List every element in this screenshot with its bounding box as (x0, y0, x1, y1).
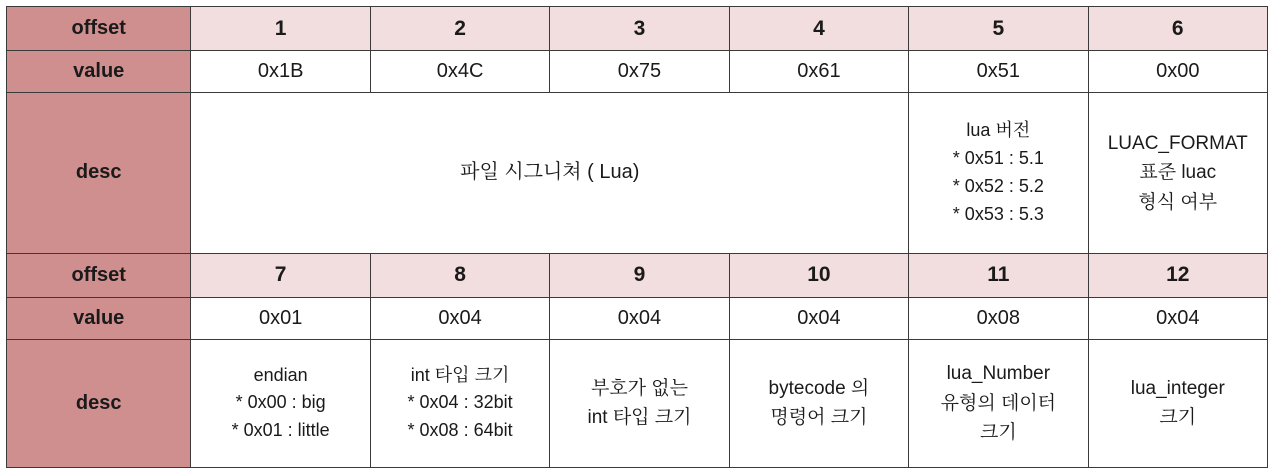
value-cell-6: 0x00 (1088, 51, 1267, 93)
offset-header-7: 7 (191, 253, 370, 297)
desc-cell-instruction-size (729, 339, 908, 467)
value-cell-5: 0x51 (909, 51, 1088, 93)
desc-line: 표준 luac (1139, 162, 1217, 184)
value-cell-12: 0x04 (1088, 297, 1267, 339)
desc-line: 크기 (979, 422, 1017, 444)
desc-line: bytecode 의 (768, 377, 870, 399)
table-row-desc-1 (7, 93, 1268, 253)
desc-line: lua_Number (946, 363, 1051, 385)
desc-line: * 0x52 : 5.2 (952, 175, 1044, 196)
offset-header-12: 12 (1088, 253, 1267, 297)
table-row-value-2 (7, 297, 1268, 339)
offset-header-10: 10 (729, 253, 908, 297)
desc-line: lua_integer (1130, 377, 1225, 399)
luac-header-table (6, 6, 1268, 468)
desc-line: * 0x01 : little (231, 420, 330, 441)
row-label-offset: offset (7, 7, 191, 51)
desc-line: int 타입 크기 (410, 364, 510, 385)
offset-header-11: 11 (909, 253, 1088, 297)
desc-line: endian (253, 364, 308, 385)
value-cell-1: 0x1B (191, 51, 370, 93)
row-label-offset: offset (7, 253, 191, 297)
table-row-offset-2 (7, 253, 1268, 297)
offset-header-8: 8 (370, 253, 549, 297)
offset-header-3: 3 (550, 7, 729, 51)
desc-cell-size-t (550, 339, 729, 467)
value-cell-10: 0x04 (729, 297, 908, 339)
value-cell-2: 0x4C (370, 51, 549, 93)
desc-cell-luac-format (1088, 93, 1267, 253)
row-label-value: value (7, 297, 191, 339)
offset-header-2: 2 (370, 7, 549, 51)
desc-line: LUAC_FORMAT (1107, 132, 1248, 154)
desc-cell-signature: 파일 시그니쳐 ( Lua) (191, 93, 909, 253)
desc-line: * 0x04 : 32bit (407, 392, 513, 413)
desc-line: * 0x53 : 5.3 (952, 203, 1044, 224)
desc-line: 유형의 데이터 (940, 392, 1057, 414)
desc-line: 부호가 없는 (590, 377, 689, 399)
value-cell-11: 0x08 (909, 297, 1088, 339)
desc-cell-lua-number-size (909, 339, 1088, 467)
desc-cell-int-size (370, 339, 549, 467)
value-cell-8: 0x04 (370, 297, 549, 339)
desc-line: 크기 (1159, 407, 1197, 429)
offset-header-4: 4 (729, 7, 908, 51)
desc-line: 명령어 크기 (770, 407, 868, 429)
desc-line: * 0x00 : big (235, 392, 326, 413)
offset-header-5: 5 (909, 7, 1088, 51)
value-cell-3: 0x75 (550, 51, 729, 93)
table-row-desc-2 (7, 339, 1268, 467)
desc-line: lua 버전 (966, 120, 1031, 141)
value-cell-7: 0x01 (191, 297, 370, 339)
value-cell-9: 0x04 (550, 297, 729, 339)
row-label-desc: desc (7, 93, 191, 253)
table-row-value-1 (7, 51, 1268, 93)
desc-cell-lua-version (909, 93, 1088, 253)
desc-line: 형식 여부 (1138, 191, 1218, 213)
offset-header-9: 9 (550, 253, 729, 297)
value-cell-4: 0x61 (729, 51, 908, 93)
desc-line: int 타입 크기 (587, 407, 692, 429)
offset-header-6: 6 (1088, 7, 1267, 51)
row-label-desc: desc (7, 339, 191, 467)
desc-line: * 0x08 : 64bit (407, 420, 513, 441)
table-row-offset-1 (7, 7, 1268, 51)
desc-line: * 0x51 : 5.1 (952, 147, 1044, 168)
desc-cell-lua-integer-size (1088, 339, 1267, 467)
desc-cell-endian (191, 339, 370, 467)
offset-header-1: 1 (191, 7, 370, 51)
row-label-value: value (7, 51, 191, 93)
